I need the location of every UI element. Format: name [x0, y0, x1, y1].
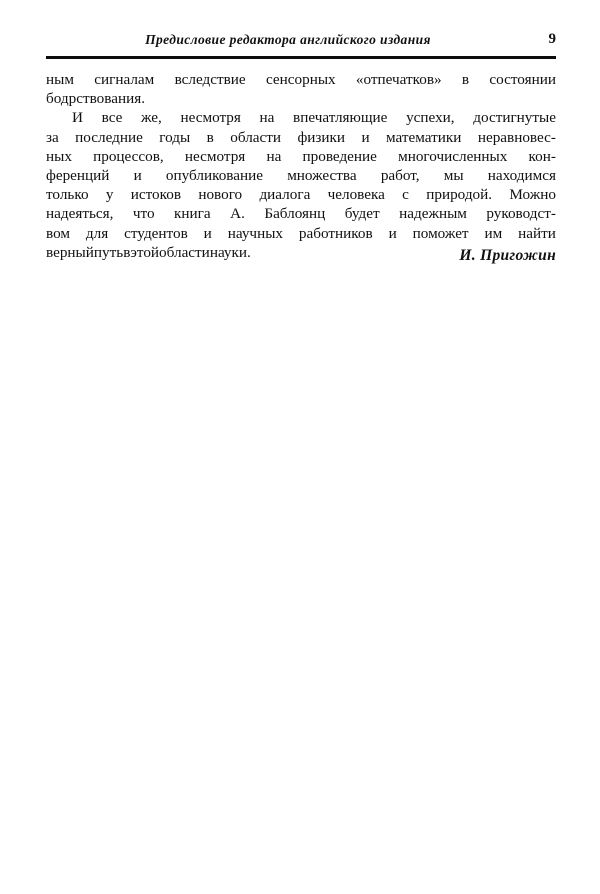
text-word: впечатляющие — [293, 109, 388, 127]
text-word: же, — [141, 109, 162, 127]
text-word: студентов — [124, 224, 188, 242]
text-word: кон- — [528, 147, 556, 165]
header-rule — [46, 56, 556, 59]
text-word: в — [123, 243, 131, 261]
text-word: ференций — [46, 166, 110, 184]
text-word: области — [230, 128, 282, 146]
text-word: надежным — [399, 205, 467, 223]
text-word: успехи, — [406, 109, 455, 127]
text-word: верный — [46, 243, 94, 261]
text-line — [46, 128, 556, 147]
page-number: 9 — [548, 31, 556, 47]
text-word: книга — [174, 205, 211, 223]
text-word: сигналам — [94, 71, 155, 88]
text-word: вследствие — [174, 71, 246, 88]
text-word: на — [259, 109, 275, 127]
text-word: поможет — [412, 224, 469, 242]
text-word: в — [206, 128, 214, 146]
text-word: А. — [230, 205, 245, 223]
text-word: только — [46, 186, 89, 204]
text-word: для — [85, 224, 109, 242]
text-word: на — [266, 147, 282, 165]
text-word: найти — [518, 224, 556, 242]
text-word: процессов, — [93, 147, 164, 165]
signature: И. Пригожин — [459, 247, 556, 264]
text-word: области — [159, 243, 210, 261]
running-header — [46, 32, 556, 52]
text-word: последние — [75, 128, 143, 146]
text-line — [46, 89, 556, 108]
text-word: науки. — [209, 243, 251, 261]
text-word: все — [101, 109, 123, 127]
text-line — [46, 147, 556, 166]
text-word: истоков — [130, 186, 182, 204]
text-word: достигнутые — [473, 109, 556, 127]
text-word: природой. — [426, 186, 493, 204]
text-line — [46, 166, 556, 185]
text-line — [46, 204, 556, 223]
text-word: Баблоянц — [264, 205, 326, 223]
text-word: многочисленных — [398, 147, 508, 165]
text-word: сенсорных — [265, 71, 336, 88]
text-word: и — [203, 224, 212, 242]
text-word: проведение — [302, 147, 377, 165]
text-word: бодрствования. — [46, 90, 145, 108]
text-word: И — [72, 109, 83, 127]
text-word: и — [388, 224, 397, 242]
text-word: надеяться, — [46, 205, 114, 223]
text-word: «отпечатков» — [355, 71, 442, 88]
text-word: и — [133, 166, 142, 184]
text-word: несмотря — [184, 147, 246, 165]
text-word: нового — [198, 186, 243, 204]
text-word: научных — [227, 224, 283, 242]
text-word: работников — [298, 224, 373, 242]
text-word: работ, — [380, 166, 420, 184]
text-word: человека — [327, 186, 385, 204]
text-line — [46, 185, 556, 204]
text-word: ных — [46, 147, 72, 165]
text-word: мы — [443, 166, 464, 184]
text-word: находимся — [487, 166, 556, 184]
text-word: несмотря — [180, 109, 241, 127]
text-line — [46, 108, 556, 127]
body-text — [46, 70, 556, 262]
text-word: у — [105, 186, 114, 204]
text-word: Можно — [509, 186, 556, 204]
text-word: множества — [287, 166, 357, 184]
header-row — [46, 32, 556, 52]
text-word: годы — [159, 128, 191, 146]
text-word: состоянии — [489, 71, 556, 88]
text-word: диалога — [259, 186, 311, 204]
text-word: в — [461, 71, 470, 88]
text-word: неравновес- — [477, 128, 556, 146]
text-word: этой — [130, 243, 160, 261]
text-word: руководст- — [486, 205, 556, 223]
header-title: Предисловие редактора английского издания — [145, 32, 431, 47]
text-line — [46, 224, 556, 243]
text-word: с — [402, 186, 409, 204]
text-word: им — [484, 224, 503, 242]
text-word: будет — [344, 205, 380, 223]
text-word: вом — [46, 224, 70, 242]
text-word: что — [132, 205, 155, 223]
text-word: и — [361, 128, 370, 146]
text-line — [46, 70, 556, 89]
text-word: математики — [386, 128, 462, 146]
text-word: за — [46, 128, 59, 146]
text-word: опубликование — [165, 166, 264, 184]
text-word: ным — [46, 71, 74, 88]
text-word: путь — [93, 243, 124, 261]
text-word: физики — [297, 128, 346, 146]
